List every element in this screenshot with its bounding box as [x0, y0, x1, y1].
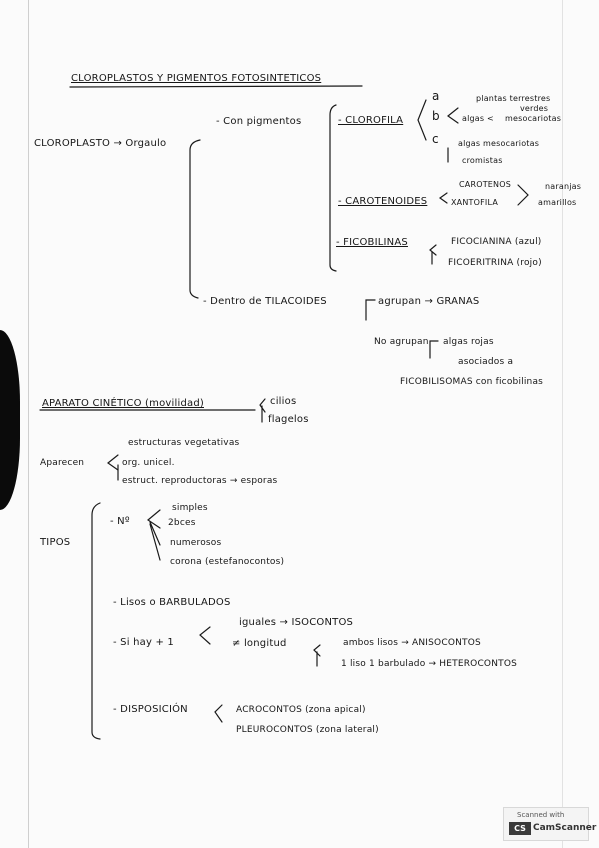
- clorofila-mesocariotas: mesocariotas: [505, 114, 562, 123]
- cilios-label: cilios: [270, 396, 297, 407]
- flagelos-label: flagelos: [268, 414, 309, 425]
- pleurocontos-label: PLEUROCONTOS (zona lateral): [236, 725, 379, 735]
- clorofila-c-desc2: cromistas: [462, 156, 503, 165]
- xantofila-label: XANTOFILA: [451, 198, 498, 207]
- naranjas-label: naranjas: [545, 182, 582, 191]
- camscanner-brand: CamScanner: [533, 823, 597, 833]
- aparato-heading: APARATO CINÉTICO (movilidad): [42, 398, 204, 409]
- cloroplasto-heading: CLOROPLASTO → Orgaulo: [34, 138, 167, 149]
- ficobilisomas: FICOBILISOMAS con ficobilinas: [400, 377, 544, 387]
- numerosos-label: numerosos: [170, 538, 222, 548]
- aparecen-label: Aparecen: [40, 458, 85, 468]
- clorofila-c: c: [432, 132, 439, 146]
- clorofila-a-desc: plantas terrestres: [476, 94, 551, 103]
- agrupan-granas: agrupan → GRANAS: [378, 296, 480, 307]
- ficoeritrina-label: FICOERITRINA (rojo): [448, 258, 542, 268]
- numero-label: - Nº: [110, 516, 130, 527]
- estructuras-vegetativas: estructuras vegetativas: [128, 438, 240, 448]
- distinta-longitud: ≠ longitud: [232, 638, 287, 649]
- clorofila-b: b: [432, 109, 440, 123]
- simples-label: simples: [172, 503, 208, 513]
- iguales-isocontos: iguales → ISOCONTOS: [239, 617, 354, 628]
- no-agrupan: No agrupan: [374, 337, 429, 347]
- disposicion-label: - DISPOSICIÓN: [113, 704, 188, 715]
- heterocontos: 1 liso 1 barbulado → HETEROCONTOS: [341, 659, 518, 669]
- clorofila-verdes: verdes: [520, 104, 549, 113]
- camscanner-watermark: [503, 807, 597, 841]
- clorofila-label: - CLOROFILA: [338, 115, 404, 126]
- carotenoides-label: - CAROTENOIDES: [338, 196, 428, 207]
- con-pigmentos-label: - Con pigmentos: [216, 116, 302, 127]
- dos-bces-label: 2bces: [168, 518, 196, 528]
- clorofila-b-desc: algas <: [462, 114, 494, 123]
- amarillos-label: amarillos: [538, 198, 577, 207]
- lisos-barbulados: - Lisos o BARBULADOS: [113, 597, 231, 608]
- anisocontos: ambos lisos → ANISOCONTOS: [343, 638, 481, 648]
- clorofila-c-desc1: algas mesocariotas: [458, 139, 540, 148]
- acrocontos-label: ACROCONTOS (zona apical): [236, 705, 366, 715]
- ficocianina-label: FICOCIANINA (azul): [451, 237, 542, 247]
- si-hay-mas-uno: - Si hay + 1: [113, 637, 174, 648]
- clorofila-a: a: [432, 89, 440, 103]
- dentro-tilacoides: - Dentro de TILACOIDES: [203, 296, 327, 307]
- estruct-reproductoras: estruct. reproductoras → esporas: [122, 476, 278, 486]
- scanned-with-text: Scanned with: [517, 811, 565, 819]
- corona-label: corona (estefanocontos): [170, 557, 285, 567]
- ficobilinas-label: - FICOBILINAS: [336, 237, 408, 248]
- asociados-a: asociados a: [458, 357, 514, 367]
- algas-rojas: algas rojas: [443, 337, 494, 347]
- carotenos-label: CAROTENOS: [459, 180, 512, 189]
- org-unicel: org. unicel.: [122, 458, 175, 468]
- camscanner-logo-icon: CS: [509, 822, 531, 835]
- page-title: CLOROPLASTOS Y PIGMENTOS FOTOSINTETICOS: [71, 73, 322, 84]
- tipos-label: TIPOS: [40, 537, 71, 548]
